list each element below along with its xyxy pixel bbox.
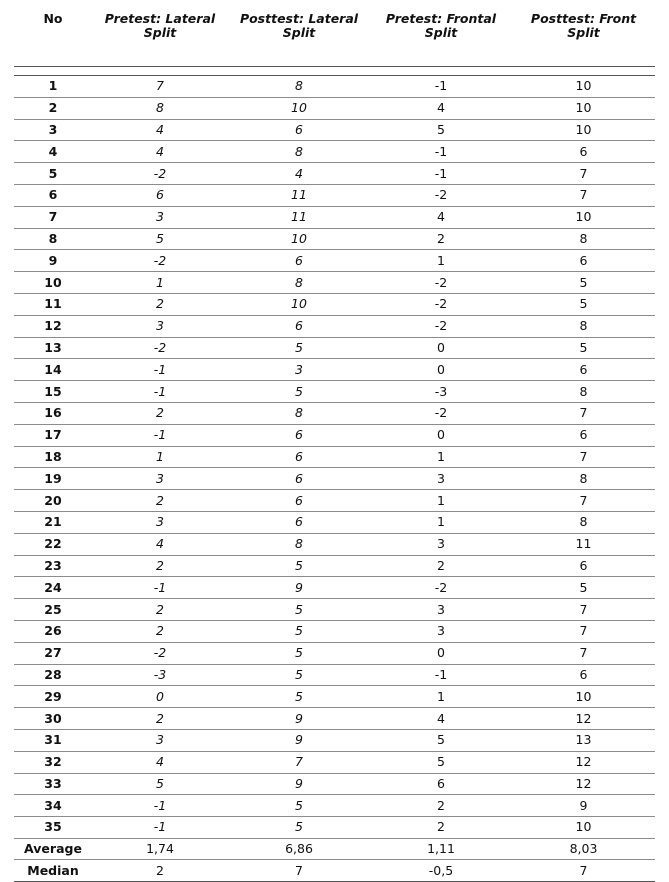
row-number: 9 — [14, 250, 92, 272]
posttest-front-value: 6 — [512, 664, 655, 686]
header-pretest-lateral-line2: Split — [143, 25, 177, 40]
table-row — [14, 228, 655, 250]
posttest-lateral-value: 8 — [228, 402, 370, 424]
split-test-table — [14, 0, 655, 882]
row-number: 20 — [14, 490, 92, 512]
pretest-frontal-value: 0 — [370, 359, 512, 381]
posttest-lateral-value: 6 — [228, 315, 370, 337]
pretest-frontal-value: 3 — [370, 533, 512, 555]
row-number: 29 — [14, 686, 92, 708]
pretest-lateral-value: 2 — [92, 490, 228, 512]
table-row — [14, 642, 655, 664]
summary-posttest-lateral-value: 6,86 — [228, 838, 370, 860]
posttest-front-value: 6 — [512, 424, 655, 446]
table-row — [14, 664, 655, 686]
pretest-frontal-value: -2 — [370, 315, 512, 337]
table-row — [14, 424, 655, 446]
posttest-front-value: 10 — [512, 206, 655, 228]
posttest-front-value: 7 — [512, 490, 655, 512]
row-number: 6 — [14, 184, 92, 206]
table-row — [14, 708, 655, 730]
table-row — [14, 468, 655, 490]
pretest-frontal-value: 1 — [370, 511, 512, 533]
row-number: 33 — [14, 773, 92, 795]
row-number: 7 — [14, 206, 92, 228]
header-no-label: No — [43, 11, 63, 26]
posttest-lateral-value: 6 — [228, 119, 370, 141]
pretest-lateral-value: 3 — [92, 729, 228, 751]
pretest-lateral-value: -2 — [92, 163, 228, 185]
table-row — [14, 729, 655, 751]
header-pretest-frontal-line2: Split — [424, 25, 458, 40]
posttest-front-value: 8 — [512, 228, 655, 250]
header-pretest-lateral — [92, 0, 228, 67]
row-number: 22 — [14, 533, 92, 555]
header-row — [14, 0, 655, 67]
row-number: 2 — [14, 97, 92, 119]
table-row — [14, 795, 655, 817]
posttest-lateral-value: 6 — [228, 511, 370, 533]
posttest-front-value: 7 — [512, 402, 655, 424]
posttest-lateral-value: 9 — [228, 729, 370, 751]
row-number: 5 — [14, 163, 92, 185]
posttest-front-value: 6 — [512, 555, 655, 577]
pretest-frontal-value: 0 — [370, 424, 512, 446]
pretest-frontal-value: 5 — [370, 119, 512, 141]
table-row — [14, 773, 655, 795]
posttest-lateral-value: 4 — [228, 163, 370, 185]
posttest-lateral-value: 5 — [228, 664, 370, 686]
pretest-lateral-value: 5 — [92, 773, 228, 795]
row-number: 4 — [14, 141, 92, 163]
posttest-lateral-value: 5 — [228, 642, 370, 664]
table-row — [14, 76, 655, 98]
posttest-lateral-value: 6 — [228, 424, 370, 446]
table-row — [14, 272, 655, 294]
row-number: 17 — [14, 424, 92, 446]
table-body — [14, 67, 655, 882]
row-number: 24 — [14, 577, 92, 599]
posttest-lateral-value: 10 — [228, 228, 370, 250]
posttest-lateral-value: 10 — [228, 97, 370, 119]
posttest-lateral-value: 11 — [228, 184, 370, 206]
table-row — [14, 97, 655, 119]
table-row — [14, 163, 655, 185]
table-row — [14, 206, 655, 228]
pretest-frontal-value: 0 — [370, 642, 512, 664]
posttest-lateral-value: 5 — [228, 620, 370, 642]
posttest-front-value: 8 — [512, 468, 655, 490]
row-number: 25 — [14, 599, 92, 621]
posttest-front-value: 6 — [512, 250, 655, 272]
pretest-lateral-value: 3 — [92, 315, 228, 337]
pretest-frontal-value: -2 — [370, 402, 512, 424]
table-row — [14, 359, 655, 381]
posttest-lateral-value: 6 — [228, 490, 370, 512]
posttest-front-value: 10 — [512, 686, 655, 708]
row-number: 31 — [14, 729, 92, 751]
pretest-lateral-value: 4 — [92, 119, 228, 141]
pretest-lateral-value: 2 — [92, 555, 228, 577]
posttest-lateral-value: 5 — [228, 795, 370, 817]
summary-label: Median — [14, 860, 92, 882]
pretest-lateral-value: 2 — [92, 620, 228, 642]
header-no — [14, 0, 92, 67]
posttest-front-value: 10 — [512, 97, 655, 119]
table-row — [14, 381, 655, 403]
pretest-frontal-value: 2 — [370, 817, 512, 839]
table-row — [14, 250, 655, 272]
row-number: 12 — [14, 315, 92, 337]
header-posttest-front-line1: Posttest: Front — [530, 11, 637, 26]
row-number: 23 — [14, 555, 92, 577]
header-posttest-lateral-line2: Split — [282, 25, 316, 40]
header-spacer-cell — [14, 67, 655, 76]
header-pretest-frontal — [370, 0, 512, 67]
posttest-lateral-value: 5 — [228, 555, 370, 577]
pretest-lateral-value: 5 — [92, 228, 228, 250]
pretest-lateral-value: -1 — [92, 359, 228, 381]
pretest-lateral-value: -1 — [92, 424, 228, 446]
row-number: 11 — [14, 293, 92, 315]
pretest-frontal-value: 0 — [370, 337, 512, 359]
posttest-front-value: 7 — [512, 599, 655, 621]
header-posttest-front — [512, 0, 655, 67]
posttest-lateral-value: 11 — [228, 206, 370, 228]
pretest-lateral-value: 6 — [92, 184, 228, 206]
pretest-lateral-value: -1 — [92, 795, 228, 817]
pretest-frontal-value: 4 — [370, 708, 512, 730]
posttest-front-value: 7 — [512, 163, 655, 185]
pretest-frontal-value: -3 — [370, 381, 512, 403]
pretest-lateral-value: -1 — [92, 577, 228, 599]
table-row — [14, 141, 655, 163]
row-number: 32 — [14, 751, 92, 773]
pretest-lateral-value: -2 — [92, 642, 228, 664]
row-number: 35 — [14, 817, 92, 839]
posttest-lateral-value: 8 — [228, 141, 370, 163]
pretest-frontal-value: 3 — [370, 468, 512, 490]
pretest-frontal-value: 2 — [370, 795, 512, 817]
posttest-front-value: 7 — [512, 184, 655, 206]
pretest-lateral-value: 2 — [92, 599, 228, 621]
pretest-lateral-value: 4 — [92, 141, 228, 163]
posttest-lateral-value: 9 — [228, 577, 370, 599]
pretest-frontal-value: 1 — [370, 250, 512, 272]
posttest-lateral-value: 5 — [228, 381, 370, 403]
table-row — [14, 337, 655, 359]
pretest-lateral-value: 0 — [92, 686, 228, 708]
row-number: 26 — [14, 620, 92, 642]
header-posttest-lateral — [228, 0, 370, 67]
posttest-lateral-value: 8 — [228, 272, 370, 294]
posttest-lateral-value: 3 — [228, 359, 370, 381]
pretest-frontal-value: 4 — [370, 206, 512, 228]
pretest-frontal-value: -1 — [370, 664, 512, 686]
row-number: 34 — [14, 795, 92, 817]
pretest-lateral-value: 2 — [92, 708, 228, 730]
pretest-lateral-value: -3 — [92, 664, 228, 686]
pretest-frontal-value: 2 — [370, 228, 512, 250]
table-row — [14, 184, 655, 206]
summary-posttest-front-value: 8,03 — [512, 838, 655, 860]
header-pretest-frontal-line1: Pretest: Frontal — [385, 11, 497, 26]
posttest-front-value: 12 — [512, 751, 655, 773]
pretest-frontal-value: 4 — [370, 97, 512, 119]
row-number: 8 — [14, 228, 92, 250]
pretest-lateral-value: 4 — [92, 751, 228, 773]
posttest-lateral-value: 6 — [228, 250, 370, 272]
pretest-lateral-value: -1 — [92, 817, 228, 839]
summary-posttest-front-value: 7 — [512, 860, 655, 882]
posttest-front-value: 10 — [512, 119, 655, 141]
row-number: 28 — [14, 664, 92, 686]
row-number: 3 — [14, 119, 92, 141]
posttest-lateral-value: 5 — [228, 599, 370, 621]
pretest-lateral-value: 8 — [92, 97, 228, 119]
pretest-lateral-value: 2 — [92, 402, 228, 424]
pretest-lateral-value: 1 — [92, 272, 228, 294]
table-row — [14, 119, 655, 141]
row-number: 1 — [14, 76, 92, 98]
pretest-frontal-value: -1 — [370, 163, 512, 185]
posttest-lateral-value: 10 — [228, 293, 370, 315]
summary-row-median — [14, 860, 655, 882]
pretest-lateral-value: 3 — [92, 511, 228, 533]
posttest-front-value: 7 — [512, 446, 655, 468]
pretest-frontal-value: -1 — [370, 141, 512, 163]
table-row — [14, 511, 655, 533]
row-number: 14 — [14, 359, 92, 381]
posttest-front-value: 13 — [512, 729, 655, 751]
pretest-lateral-value: 4 — [92, 533, 228, 555]
row-number: 16 — [14, 402, 92, 424]
pretest-frontal-value: -2 — [370, 272, 512, 294]
posttest-lateral-value: 9 — [228, 773, 370, 795]
pretest-frontal-value: 1 — [370, 490, 512, 512]
posttest-front-value: 5 — [512, 337, 655, 359]
table-row — [14, 533, 655, 555]
row-number: 10 — [14, 272, 92, 294]
summary-pretest-frontal-value: -0,5 — [370, 860, 512, 882]
pretest-frontal-value: 5 — [370, 729, 512, 751]
table-header — [14, 0, 655, 67]
posttest-front-value: 8 — [512, 315, 655, 337]
pretest-frontal-value: 1 — [370, 686, 512, 708]
table-row — [14, 599, 655, 621]
row-number: 30 — [14, 708, 92, 730]
pretest-lateral-value: -2 — [92, 337, 228, 359]
pretest-frontal-value: 6 — [370, 773, 512, 795]
table-row — [14, 620, 655, 642]
pretest-lateral-value: -1 — [92, 381, 228, 403]
pretest-frontal-value: 3 — [370, 599, 512, 621]
table-row — [14, 555, 655, 577]
posttest-lateral-value: 6 — [228, 468, 370, 490]
summary-pretest-lateral-value: 2 — [92, 860, 228, 882]
pretest-lateral-value: -2 — [92, 250, 228, 272]
table-row — [14, 315, 655, 337]
summary-pretest-lateral-value: 1,74 — [92, 838, 228, 860]
table-row — [14, 686, 655, 708]
posttest-front-value: 7 — [512, 642, 655, 664]
posttest-lateral-value: 5 — [228, 817, 370, 839]
row-number: 19 — [14, 468, 92, 490]
posttest-lateral-value: 8 — [228, 76, 370, 98]
pretest-frontal-value: 3 — [370, 620, 512, 642]
posttest-front-value: 8 — [512, 511, 655, 533]
posttest-front-value: 11 — [512, 533, 655, 555]
posttest-front-value: 10 — [512, 817, 655, 839]
summary-posttest-lateral-value: 7 — [228, 860, 370, 882]
posttest-lateral-value: 5 — [228, 337, 370, 359]
header-posttest-lateral-line1: Posttest: Lateral — [239, 11, 359, 26]
pretest-lateral-value: 3 — [92, 206, 228, 228]
pretest-frontal-value: -1 — [370, 76, 512, 98]
table-row — [14, 293, 655, 315]
posttest-front-value: 6 — [512, 141, 655, 163]
header-pretest-lateral-line1: Pretest: Lateral — [104, 11, 216, 26]
posttest-front-value: 9 — [512, 795, 655, 817]
row-number: 13 — [14, 337, 92, 359]
pretest-frontal-value: -2 — [370, 184, 512, 206]
posttest-front-value: 5 — [512, 272, 655, 294]
row-number: 15 — [14, 381, 92, 403]
summary-pretest-frontal-value: 1,11 — [370, 838, 512, 860]
row-number: 18 — [14, 446, 92, 468]
table-row — [14, 446, 655, 468]
posttest-lateral-value: 7 — [228, 751, 370, 773]
pretest-lateral-value: 7 — [92, 76, 228, 98]
summary-label: Average — [14, 838, 92, 860]
posttest-front-value: 10 — [512, 76, 655, 98]
data-table-container — [14, 0, 655, 882]
posttest-front-value: 7 — [512, 620, 655, 642]
table-row — [14, 817, 655, 839]
posttest-lateral-value: 6 — [228, 446, 370, 468]
table-row — [14, 751, 655, 773]
row-number: 27 — [14, 642, 92, 664]
posttest-front-value: 5 — [512, 577, 655, 599]
posttest-lateral-value: 9 — [228, 708, 370, 730]
posttest-front-value: 6 — [512, 359, 655, 381]
posttest-front-value: 12 — [512, 773, 655, 795]
table-row — [14, 402, 655, 424]
header-spacer-row — [14, 67, 655, 76]
pretest-frontal-value: -2 — [370, 293, 512, 315]
header-posttest-front-line2: Split — [567, 25, 600, 40]
pretest-frontal-value: -2 — [370, 577, 512, 599]
pretest-lateral-value: 2 — [92, 293, 228, 315]
posttest-lateral-value: 8 — [228, 533, 370, 555]
pretest-frontal-value: 5 — [370, 751, 512, 773]
posttest-front-value: 5 — [512, 293, 655, 315]
table-row — [14, 490, 655, 512]
posttest-front-value: 8 — [512, 381, 655, 403]
row-number: 21 — [14, 511, 92, 533]
summary-row-average — [14, 838, 655, 860]
posttest-lateral-value: 5 — [228, 686, 370, 708]
pretest-lateral-value: 3 — [92, 468, 228, 490]
table-row — [14, 577, 655, 599]
pretest-frontal-value: 2 — [370, 555, 512, 577]
posttest-front-value: 12 — [512, 708, 655, 730]
pretest-lateral-value: 1 — [92, 446, 228, 468]
pretest-frontal-value: 1 — [370, 446, 512, 468]
